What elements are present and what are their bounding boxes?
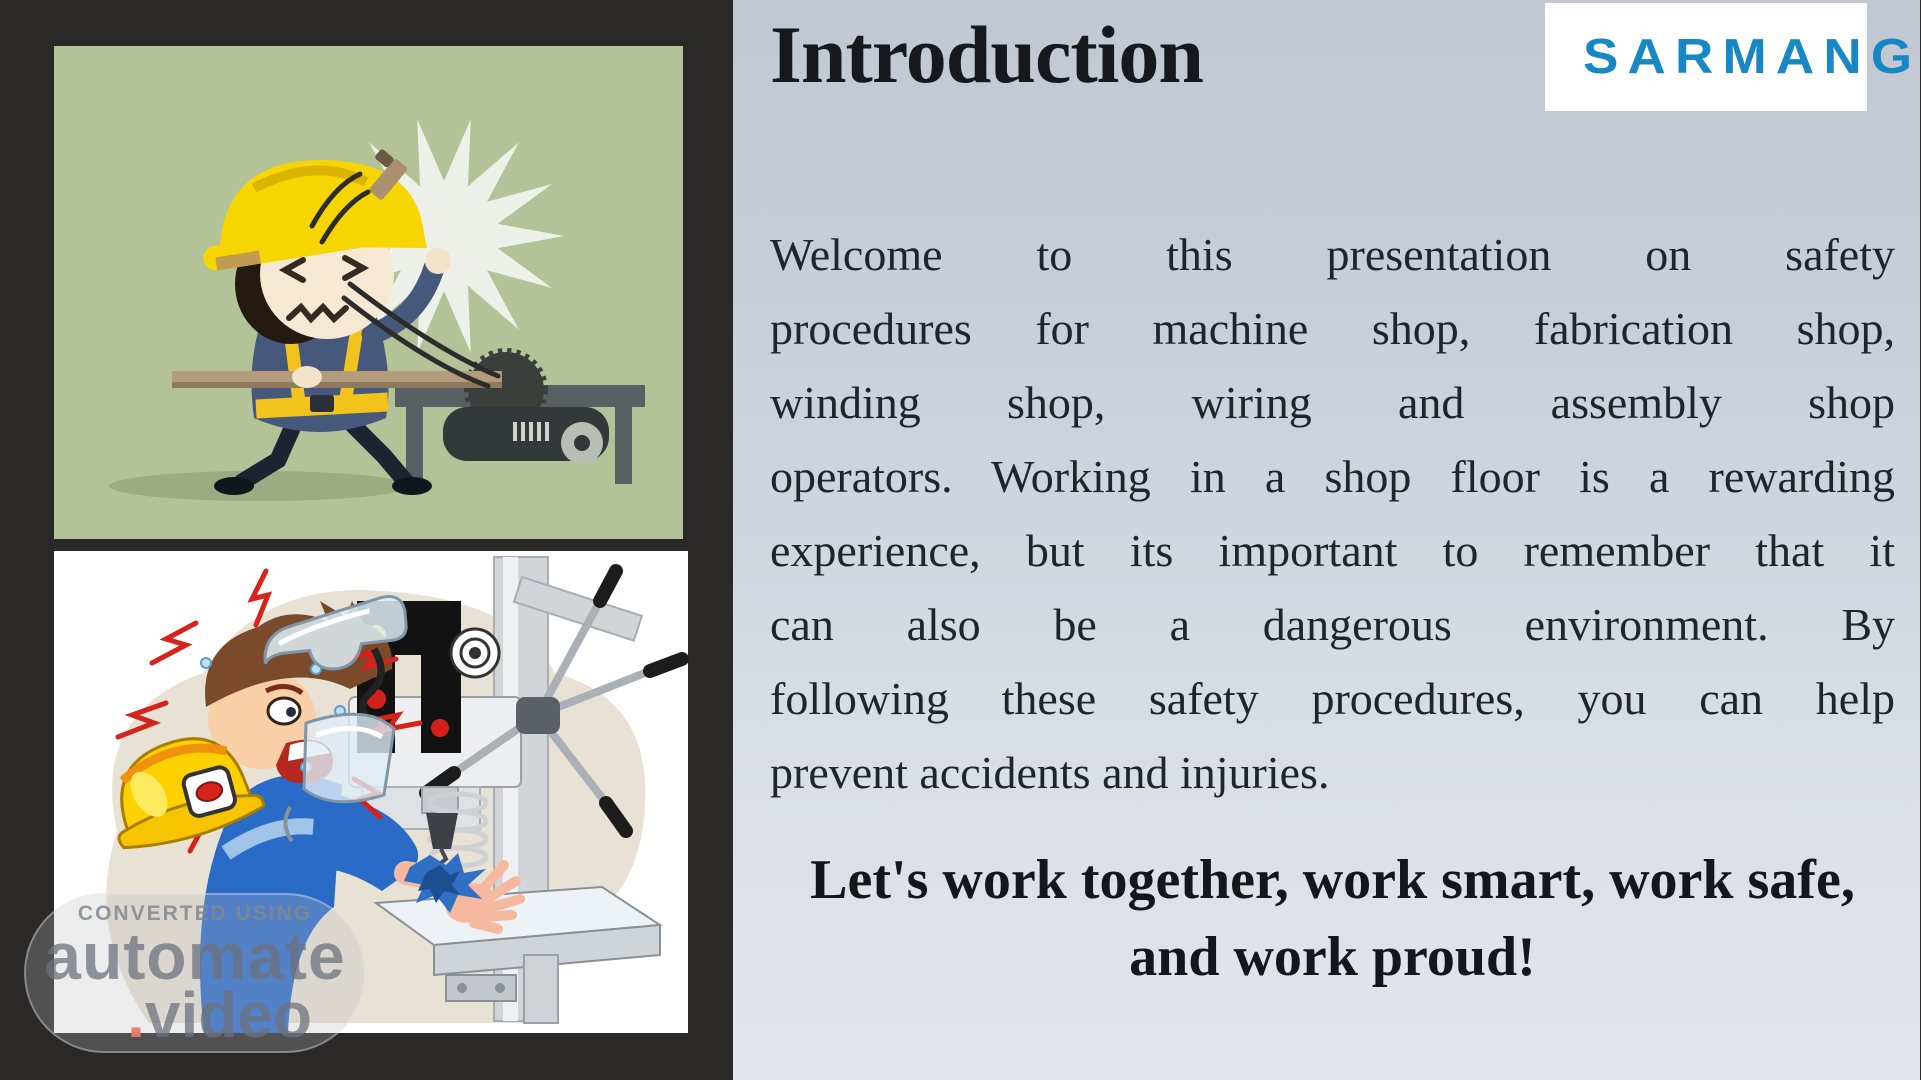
watermark-dot: . [127, 979, 145, 1051]
left-image-column [0, 0, 733, 1080]
slide-body-paragraph [770, 218, 1895, 810]
body-line: Welcome to this presentation on safety [770, 229, 1895, 280]
body-line: winding shop, wiring and assembly shop [770, 377, 1895, 428]
page-title: Introduction [770, 9, 1204, 100]
table-saw-accident-image [54, 46, 683, 539]
body-line: operators. Working in a shop floor is a rewarding [770, 451, 1895, 502]
watermark-brand: automate [44, 919, 346, 993]
converter-watermark [24, 893, 366, 1053]
body-line: experience, but its important to remember that it [770, 525, 1895, 576]
body-line: prevent accidents and injuries. [770, 747, 1330, 798]
body-line: can also be a dangerous environment. By [770, 599, 1895, 650]
slide-content-panel [733, 0, 1920, 1080]
logo-clipped-letter: G [1870, 29, 1921, 85]
closing-line: and work proud! [1129, 926, 1536, 988]
watermark-caption: CONVERTED USING [77, 902, 313, 925]
body-line: procedures for machine shop, fabrication shop, [770, 303, 1895, 354]
company-logo [1545, 3, 1921, 111]
company-logo-text: SARMANG [1583, 29, 1921, 85]
closing-line: Let's work together, work smart, work safe, [810, 849, 1855, 911]
watermark-brand-tld: .video [127, 979, 312, 1051]
slide-closing-motto [770, 842, 1895, 996]
body-line: following these safety procedures, you can help [770, 673, 1895, 724]
table-saw-accident-illustration [54, 46, 683, 539]
